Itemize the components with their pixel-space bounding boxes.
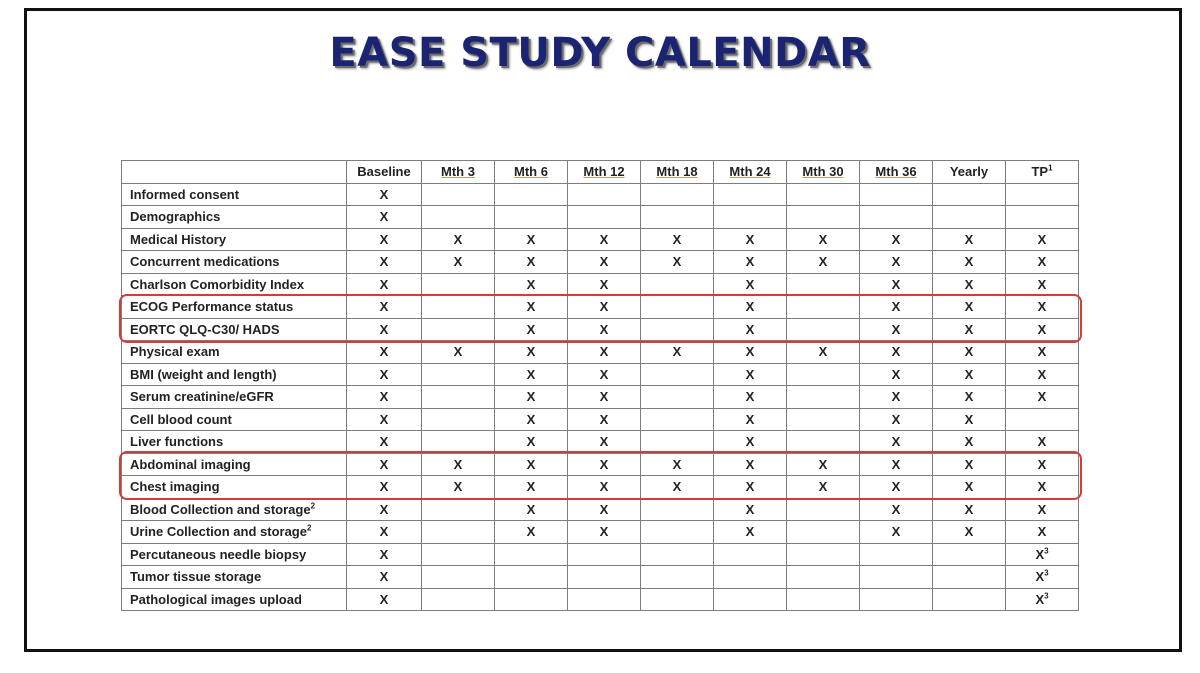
schedule-cell: X bbox=[714, 363, 787, 386]
schedule-cell: X bbox=[422, 476, 495, 499]
schedule-cell: X bbox=[787, 251, 860, 274]
schedule-cell: X bbox=[568, 386, 641, 409]
schedule-cell bbox=[787, 543, 860, 566]
schedule-cell: X bbox=[347, 453, 422, 476]
schedule-cell bbox=[787, 408, 860, 431]
schedule-cell: X bbox=[1006, 341, 1079, 364]
schedule-cell: X bbox=[347, 363, 422, 386]
schedule-cell bbox=[1006, 183, 1079, 206]
schedule-cell: X bbox=[860, 453, 933, 476]
schedule-cell bbox=[422, 273, 495, 296]
schedule-cell: X bbox=[933, 363, 1006, 386]
schedule-cell: X bbox=[714, 318, 787, 341]
schedule-cell bbox=[933, 566, 1006, 589]
schedule-cell bbox=[422, 318, 495, 341]
column-header: Mth 24 bbox=[714, 161, 787, 184]
schedule-cell: X bbox=[495, 273, 568, 296]
schedule-cell: X bbox=[347, 498, 422, 521]
schedule-cell bbox=[787, 363, 860, 386]
schedule-cell bbox=[860, 588, 933, 611]
schedule-cell bbox=[422, 386, 495, 409]
schedule-cell: X bbox=[347, 228, 422, 251]
column-header: Mth 18 bbox=[641, 161, 714, 184]
row-label: Blood Collection and storage$^2$ bbox=[122, 498, 347, 521]
schedule-cell: X bbox=[714, 386, 787, 409]
table-header-row bbox=[122, 161, 1079, 184]
schedule-cell bbox=[568, 566, 641, 589]
schedule-cell bbox=[641, 498, 714, 521]
schedule-cell bbox=[641, 588, 714, 611]
schedule-cell: X bbox=[422, 453, 495, 476]
schedule-cell: X bbox=[495, 408, 568, 431]
schedule-cell: X bbox=[347, 431, 422, 454]
schedule-cell: X bbox=[714, 498, 787, 521]
row-label: Pathological images upload bbox=[122, 588, 347, 611]
column-header: Yearly bbox=[933, 161, 1006, 184]
schedule-cell: X bbox=[860, 476, 933, 499]
schedule-cell: X bbox=[347, 273, 422, 296]
schedule-cell bbox=[933, 206, 1006, 229]
schedule-cell: X bbox=[495, 341, 568, 364]
schedule-cell: X bbox=[568, 228, 641, 251]
schedule-cell bbox=[422, 183, 495, 206]
schedule-cell bbox=[1006, 408, 1079, 431]
table-row bbox=[122, 206, 1079, 229]
schedule-cell: X bbox=[495, 386, 568, 409]
column-header: Mth 36 bbox=[860, 161, 933, 184]
schedule-cell: $X^3$ bbox=[1006, 566, 1079, 589]
table-row bbox=[122, 453, 1079, 476]
schedule-cell bbox=[860, 543, 933, 566]
row-label: Physical exam bbox=[122, 341, 347, 364]
schedule-cell: X bbox=[714, 453, 787, 476]
schedule-cell bbox=[495, 183, 568, 206]
row-label: Concurrent medications bbox=[122, 251, 347, 274]
schedule-cell: $X^3$ bbox=[1006, 543, 1079, 566]
schedule-cell: X bbox=[347, 341, 422, 364]
row-label: Serum creatinine/eGFR bbox=[122, 386, 347, 409]
schedule-cell: $X^3$ bbox=[1006, 588, 1079, 611]
schedule-cell: X bbox=[568, 453, 641, 476]
row-label: EORTC QLQ-C30/ HADS bbox=[122, 318, 347, 341]
schedule-cell bbox=[422, 588, 495, 611]
schedule-cell bbox=[641, 521, 714, 544]
schedule-cell bbox=[787, 206, 860, 229]
row-label: Abdominal imaging bbox=[122, 453, 347, 476]
schedule-cell: X bbox=[714, 408, 787, 431]
schedule-cell bbox=[641, 408, 714, 431]
schedule-cell bbox=[933, 588, 1006, 611]
schedule-cell: X bbox=[347, 588, 422, 611]
column-header: Mth 6 bbox=[495, 161, 568, 184]
schedule-cell: X bbox=[347, 566, 422, 589]
schedule-cell bbox=[1006, 206, 1079, 229]
column-header: $TP^1$ bbox=[1006, 161, 1079, 184]
schedule-cell: X bbox=[347, 251, 422, 274]
schedule-cell: X bbox=[347, 476, 422, 499]
schedule-cell bbox=[641, 318, 714, 341]
table-row bbox=[122, 498, 1079, 521]
table-row bbox=[122, 408, 1079, 431]
schedule-cell: X bbox=[347, 318, 422, 341]
schedule-cell: X bbox=[933, 273, 1006, 296]
schedule-cell: X bbox=[860, 273, 933, 296]
schedule-cell: X bbox=[714, 431, 787, 454]
row-label: Cell blood count bbox=[122, 408, 347, 431]
table-row bbox=[122, 228, 1079, 251]
schedule-cell: X bbox=[495, 251, 568, 274]
schedule-cell bbox=[714, 588, 787, 611]
schedule-cell bbox=[641, 566, 714, 589]
schedule-cell bbox=[714, 206, 787, 229]
schedule-cell: X bbox=[1006, 318, 1079, 341]
schedule-cell bbox=[860, 183, 933, 206]
schedule-cell bbox=[933, 543, 1006, 566]
schedule-cell: X bbox=[860, 498, 933, 521]
schedule-cell bbox=[787, 273, 860, 296]
header-cell-activity bbox=[122, 161, 347, 184]
column-header: Mth 30 bbox=[787, 161, 860, 184]
schedule-cell: X bbox=[787, 453, 860, 476]
schedule-cell: X bbox=[714, 251, 787, 274]
schedule-cell: X bbox=[933, 408, 1006, 431]
schedule-cell bbox=[495, 543, 568, 566]
schedule-cell bbox=[641, 296, 714, 319]
table-row bbox=[122, 521, 1079, 544]
schedule-cell: X bbox=[860, 228, 933, 251]
schedule-cell bbox=[641, 206, 714, 229]
table-row bbox=[122, 273, 1079, 296]
schedule-cell: X bbox=[568, 476, 641, 499]
schedule-cell: X bbox=[787, 228, 860, 251]
schedule-cell: X bbox=[860, 296, 933, 319]
schedule-cell bbox=[787, 498, 860, 521]
schedule-cell: X bbox=[714, 341, 787, 364]
schedule-cell: X bbox=[1006, 521, 1079, 544]
schedule-cell bbox=[568, 543, 641, 566]
schedule-cell: X bbox=[495, 521, 568, 544]
table-row bbox=[122, 566, 1079, 589]
schedule-cell: X bbox=[787, 476, 860, 499]
schedule-cell: X bbox=[933, 251, 1006, 274]
schedule-cell bbox=[422, 296, 495, 319]
schedule-cell: X bbox=[347, 543, 422, 566]
schedule-cell: X bbox=[860, 318, 933, 341]
schedule-cell: X bbox=[495, 476, 568, 499]
schedule-cell: X bbox=[1006, 386, 1079, 409]
schedule-cell bbox=[422, 408, 495, 431]
schedule-cell: X bbox=[714, 296, 787, 319]
schedule-cell: X bbox=[933, 296, 1006, 319]
schedule-cell: X bbox=[1006, 431, 1079, 454]
schedule-cell bbox=[787, 566, 860, 589]
column-header: Mth 12 bbox=[568, 161, 641, 184]
schedule-cell: X bbox=[714, 521, 787, 544]
schedule-cell: X bbox=[860, 386, 933, 409]
schedule-cell: X bbox=[1006, 363, 1079, 386]
schedule-cell: X bbox=[1006, 453, 1079, 476]
schedule-cell: X bbox=[568, 363, 641, 386]
schedule-cell: X bbox=[1006, 476, 1079, 499]
schedule-cell: X bbox=[1006, 498, 1079, 521]
schedule-cell bbox=[641, 386, 714, 409]
schedule-cell bbox=[641, 363, 714, 386]
schedule-cell: X bbox=[568, 341, 641, 364]
schedule-cell bbox=[933, 183, 1006, 206]
schedule-cell: X bbox=[641, 476, 714, 499]
table-row bbox=[122, 386, 1079, 409]
schedule-cell: X bbox=[495, 318, 568, 341]
schedule-cell bbox=[787, 588, 860, 611]
schedule-cell: X bbox=[568, 318, 641, 341]
schedule-cell: X bbox=[933, 318, 1006, 341]
schedule-cell: X bbox=[714, 228, 787, 251]
schedule-cell bbox=[422, 431, 495, 454]
schedule-cell: X bbox=[933, 498, 1006, 521]
schedule-cell: X bbox=[568, 408, 641, 431]
row-label: Chest imaging bbox=[122, 476, 347, 499]
schedule-cell bbox=[568, 183, 641, 206]
schedule-cell: X bbox=[933, 453, 1006, 476]
schedule-cell: X bbox=[641, 453, 714, 476]
row-label: Percutaneous needle biopsy bbox=[122, 543, 347, 566]
schedule-cell: X bbox=[933, 341, 1006, 364]
schedule-cell bbox=[860, 566, 933, 589]
schedule-cell: X bbox=[860, 521, 933, 544]
schedule-cell: X bbox=[860, 363, 933, 386]
schedule-cell: X bbox=[860, 341, 933, 364]
schedule-cell bbox=[495, 206, 568, 229]
schedule-cell bbox=[714, 183, 787, 206]
schedule-cell: X bbox=[1006, 251, 1079, 274]
study-calendar-table bbox=[121, 160, 1079, 611]
schedule-cell bbox=[860, 206, 933, 229]
schedule-cell bbox=[568, 206, 641, 229]
schedule-cell: X bbox=[1006, 228, 1079, 251]
column-header: Mth 3 bbox=[422, 161, 495, 184]
schedule-cell: X bbox=[568, 251, 641, 274]
schedule-cell: X bbox=[714, 476, 787, 499]
schedule-cell: X bbox=[641, 251, 714, 274]
row-label: Charlson Comorbidity Index bbox=[122, 273, 347, 296]
schedule-cell: X bbox=[860, 251, 933, 274]
schedule-cell: X bbox=[933, 386, 1006, 409]
schedule-cell bbox=[495, 566, 568, 589]
schedule-cell: X bbox=[933, 521, 1006, 544]
schedule-cell: X bbox=[860, 431, 933, 454]
schedule-cell: X bbox=[347, 296, 422, 319]
schedule-cell: X bbox=[787, 341, 860, 364]
schedule-cell: X bbox=[1006, 273, 1079, 296]
schedule-cell bbox=[787, 431, 860, 454]
schedule-cell: X bbox=[1006, 296, 1079, 319]
schedule-cell bbox=[787, 318, 860, 341]
schedule-cell bbox=[422, 566, 495, 589]
schedule-cell bbox=[787, 183, 860, 206]
schedule-cell bbox=[422, 543, 495, 566]
schedule-cell: X bbox=[568, 273, 641, 296]
table-row bbox=[122, 543, 1079, 566]
row-label: Informed consent bbox=[122, 183, 347, 206]
table-row bbox=[122, 318, 1079, 341]
schedule-cell bbox=[641, 273, 714, 296]
schedule-cell: X bbox=[495, 453, 568, 476]
schedule-cell: X bbox=[422, 251, 495, 274]
schedule-cell: X bbox=[641, 341, 714, 364]
table-row bbox=[122, 296, 1079, 319]
row-label: ECOG Performance status bbox=[122, 296, 347, 319]
table-row bbox=[122, 341, 1079, 364]
schedule-cell: X bbox=[422, 341, 495, 364]
schedule-cell: X bbox=[933, 476, 1006, 499]
row-label: Demographics bbox=[122, 206, 347, 229]
schedule-cell: X bbox=[568, 296, 641, 319]
schedule-cell: X bbox=[347, 206, 422, 229]
table-row bbox=[122, 251, 1079, 274]
row-label: Urine Collection and storage$^2$ bbox=[122, 521, 347, 544]
schedule-cell bbox=[422, 363, 495, 386]
schedule-cell: X bbox=[860, 408, 933, 431]
schedule-cell bbox=[495, 588, 568, 611]
schedule-cell: X bbox=[495, 296, 568, 319]
column-header: Baseline bbox=[347, 161, 422, 184]
table-row bbox=[122, 183, 1079, 206]
schedule-cell bbox=[787, 296, 860, 319]
schedule-cell: X bbox=[495, 228, 568, 251]
table-row bbox=[122, 476, 1079, 499]
table-row bbox=[122, 588, 1079, 611]
schedule-cell bbox=[641, 431, 714, 454]
schedule-cell bbox=[787, 386, 860, 409]
table-row bbox=[122, 431, 1079, 454]
table-row bbox=[122, 363, 1079, 386]
schedule-cell bbox=[714, 543, 787, 566]
schedule-cell: X bbox=[568, 498, 641, 521]
schedule-cell: X bbox=[568, 431, 641, 454]
schedule-cell: X bbox=[641, 228, 714, 251]
slide-title: EASE STUDY CALENDAR bbox=[329, 30, 871, 76]
schedule-cell: X bbox=[714, 273, 787, 296]
schedule-cell: X bbox=[347, 408, 422, 431]
schedule-cell: X bbox=[347, 521, 422, 544]
row-label: BMI (weight and length) bbox=[122, 363, 347, 386]
schedule-cell: X bbox=[495, 498, 568, 521]
schedule-cell: X bbox=[568, 521, 641, 544]
schedule-cell: X bbox=[347, 183, 422, 206]
schedule-cell: X bbox=[495, 363, 568, 386]
row-label: Medical History bbox=[122, 228, 347, 251]
schedule-cell: X bbox=[347, 386, 422, 409]
schedule-cell bbox=[641, 543, 714, 566]
schedule-cell: X bbox=[422, 228, 495, 251]
schedule-cell bbox=[641, 183, 714, 206]
schedule-cell: X bbox=[933, 228, 1006, 251]
schedule-cell bbox=[787, 521, 860, 544]
schedule-cell bbox=[714, 566, 787, 589]
row-label: Tumor tissue storage bbox=[122, 566, 347, 589]
schedule-cell bbox=[422, 498, 495, 521]
row-label: Liver functions bbox=[122, 431, 347, 454]
schedule-cell bbox=[568, 588, 641, 611]
schedule-cell: X bbox=[495, 431, 568, 454]
schedule-cell: X bbox=[933, 431, 1006, 454]
schedule-cell bbox=[422, 521, 495, 544]
schedule-cell bbox=[422, 206, 495, 229]
